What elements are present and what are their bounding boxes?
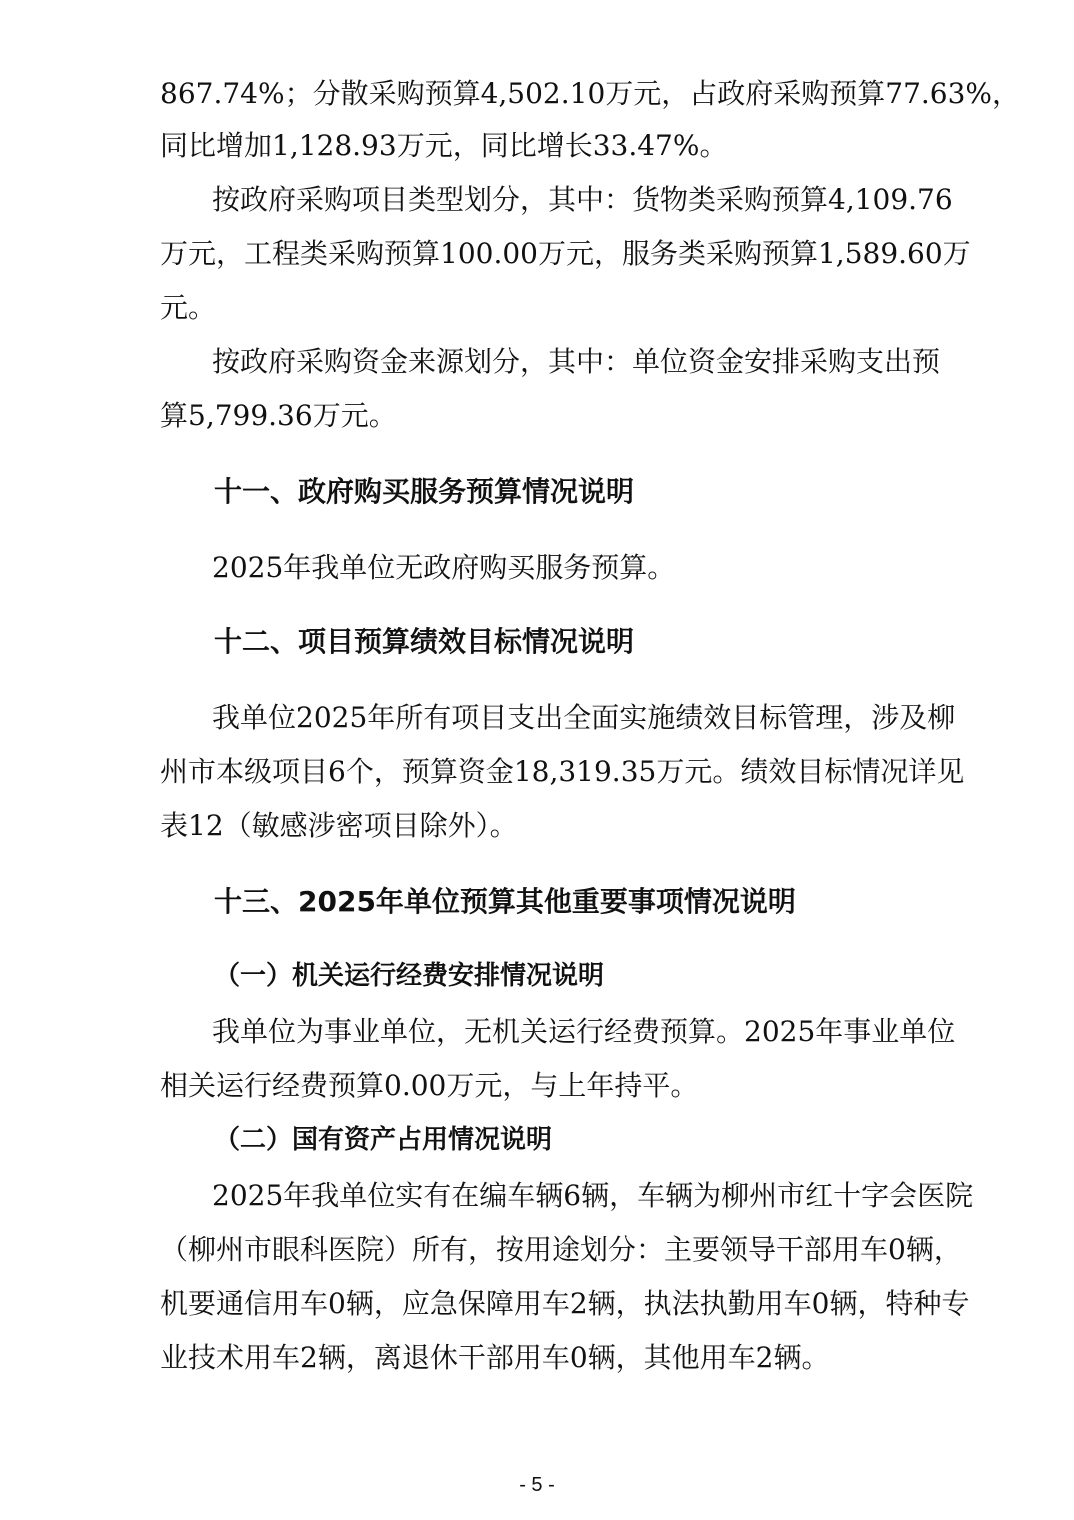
paragraph-line: 2025年我单位无政府购买服务预算。 [212,551,676,584]
paragraph-line: 表12（敏感涉密项目除外）。 [160,809,518,842]
paragraph-line: 元。 [160,291,217,324]
section-heading-13: 十三、2025年单位预算其他重要事项情况说明 [214,885,796,918]
paragraph-line: 相关运行经费预算0.00万元，与上年持平。 [160,1069,699,1102]
paragraph-line: 州市本级项目6个，预算资金18,319.35万元。绩效目标情况详见 [160,755,965,788]
paragraph-line: 算5,799.36万元。 [160,399,397,432]
paragraph-line: 我单位2025年所有项目支出全面实施绩效目标管理，涉及柳 [212,701,956,734]
paragraph-line: 万元，工程类采购预算100.00万元，服务类采购预算1,589.60万 [160,237,971,270]
paragraph-line: 2025年我单位实有在编车辆6辆，车辆为柳州市红十字会医院 [212,1179,974,1212]
page-number: - 5 - [519,1474,555,1496]
subsection-heading-1: （一）机关运行经费安排情况说明 [214,961,605,991]
paragraph-line: 按政府采购资金来源划分，其中：单位资金安排采购支出预 [212,345,941,378]
paragraph-line: 同比增加1,128.93万元，同比增长33.47%。 [160,129,728,162]
paragraph-line: 我单位为事业单位，无机关运行经费预算。2025年事业单位 [212,1015,956,1048]
section-heading-12: 十二、项目预算绩效目标情况说明 [214,625,635,658]
paragraph-line: （柳州市眼科医院）所有，按用途划分：主要领导干部用车0辆， [160,1233,962,1266]
paragraph-line: 机要通信用车0辆，应急保障用车2辆，执法执勤用车0辆，特种专 [160,1287,970,1320]
subsection-heading-2: （二）国有资产占用情况说明 [214,1125,553,1155]
paragraph-line: 业技术用车2辆，离退休干部用车0辆，其他用车2辆。 [160,1341,830,1374]
paragraph-line: 按政府采购项目类型划分，其中：货物类采购预算4,109.76 [212,183,953,216]
section-heading-11: 十一、政府购买服务预算情况说明 [214,475,635,508]
paragraph-line: 867.74%；分散采购预算4,502.10万元，占政府采购预算77.63%， [160,77,1021,110]
